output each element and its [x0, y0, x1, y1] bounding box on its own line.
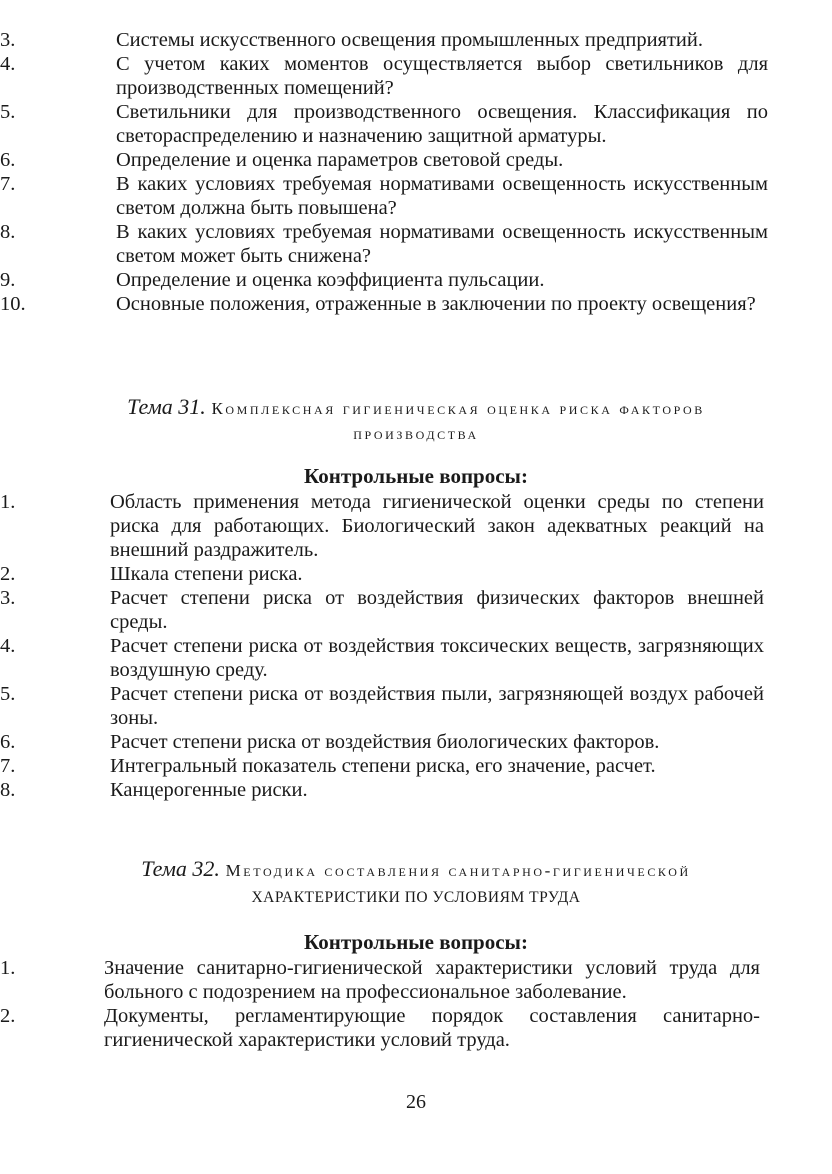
topic-31-title-line1: Комплексная гигиеническая оценка риска факторов: [211, 399, 705, 418]
item-text: Интегральный показатель степени риска, его значение, расчет.: [110, 755, 656, 777]
item-text: Шкала степени риска.: [110, 563, 303, 585]
item-number: 8.: [0, 221, 16, 243]
item-number: 3.: [0, 587, 16, 609]
item-text: Область применения метода гигиенической оценки среды по степени риска для работающих. Биологический закон адекватных реакций на внешний раздражитель.: [110, 491, 764, 561]
topic-31-title-line2: производства: [353, 424, 479, 443]
topic-32-question-list: [0, 956, 832, 1052]
item-text: Расчет степени риска от воздействия пыли, загрязняющей воздух рабочей зоны.: [110, 683, 764, 729]
list-item: [0, 52, 768, 100]
item-text: В каких условиях требуемая нормативами освещенность искусственным светом может быть снижена?: [116, 221, 768, 267]
topic-31-label: Тема 31.: [127, 394, 206, 419]
topic-32-title-line1: Методика составления санитарно-гигиенической: [225, 861, 691, 880]
item-text: Определение и оценка коэффициента пульсации.: [116, 269, 545, 291]
list-item: [0, 778, 764, 802]
item-text: С учетом каких моментов осуществляется выбор светильников для производственных помещений?: [116, 53, 768, 99]
topic-31-questions-heading: Контрольные вопросы:: [304, 464, 528, 488]
topic-32-label: Тема 32.: [141, 856, 220, 881]
list-item: [0, 754, 764, 778]
list-item: [0, 220, 768, 268]
list-item: [0, 682, 764, 730]
item-text: Определение и оценка параметров световой среды.: [116, 149, 564, 171]
item-text: Расчет степени риска от воздействия биологических факторов.: [110, 731, 660, 753]
item-text: Значение санитарно-гигиенической характеристики условий труда для больного с подозрением на профессиональное заболевание.: [104, 957, 760, 1003]
item-text: Светильники для производственного освещения. Классификация по светораспределению и назначению защитной арматуры.: [116, 101, 768, 147]
item-number: 2.: [0, 563, 16, 585]
list-item: [0, 634, 764, 682]
item-number: 2.: [0, 1005, 16, 1027]
item-text: Канцерогенные риски.: [110, 779, 308, 801]
item-text: Системы искусственного освещения промышленных предприятий.: [116, 29, 703, 51]
page-number: 26: [406, 1091, 426, 1113]
item-text: Расчет степени риска от воздействия физических факторов внешней среды.: [110, 587, 764, 633]
item-text: Документы, регламентирующие порядок составления санитарно-гигиенической характеристики условий труда.: [104, 1005, 760, 1051]
list-item: [0, 1004, 760, 1052]
item-number: 7.: [0, 755, 16, 777]
list-item: [0, 730, 764, 754]
item-number: 8.: [0, 779, 16, 801]
list-item: [0, 562, 764, 586]
list-item: [0, 292, 768, 316]
item-number: 10.: [0, 293, 26, 315]
topic-32-title: [0, 857, 832, 910]
list-item: [0, 268, 768, 292]
item-number: 3.: [0, 29, 16, 51]
list-item: [0, 172, 768, 220]
item-number: 1.: [0, 491, 16, 513]
item-number: 1.: [0, 957, 16, 979]
item-number: 7.: [0, 173, 16, 195]
topic-32-title-line2: ХАРАКТЕРИСТИКИ ПО УСЛОВИЯМ ТРУДА: [251, 889, 581, 906]
item-text: Расчет степени риска от воздействия токсических веществ, загрязняющих воздушную среду.: [110, 635, 764, 681]
list-item: [0, 956, 760, 1004]
topic-31-title: [0, 395, 832, 446]
list-item: [0, 586, 764, 634]
topic-32-questions-heading: Контрольные вопросы:: [304, 930, 528, 954]
list-item: [0, 100, 768, 148]
list-item: [0, 148, 768, 172]
item-text: Основные положения, отраженные в заключении по проекту освещения?: [116, 293, 756, 315]
item-number: 5.: [0, 683, 16, 705]
list-item: [0, 490, 764, 562]
item-number: 4.: [0, 635, 16, 657]
item-text: В каких условиях требуемая нормативами освещенность искусственным светом должна быть повышена?: [116, 173, 768, 219]
item-number: 6.: [0, 731, 16, 753]
item-number: 5.: [0, 101, 16, 123]
item-number: 4.: [0, 53, 16, 75]
item-number: 6.: [0, 149, 16, 171]
topic-31-question-list: [0, 490, 832, 802]
list-item: [0, 28, 768, 52]
question-list-continued: [0, 28, 832, 316]
item-number: 9.: [0, 269, 16, 291]
